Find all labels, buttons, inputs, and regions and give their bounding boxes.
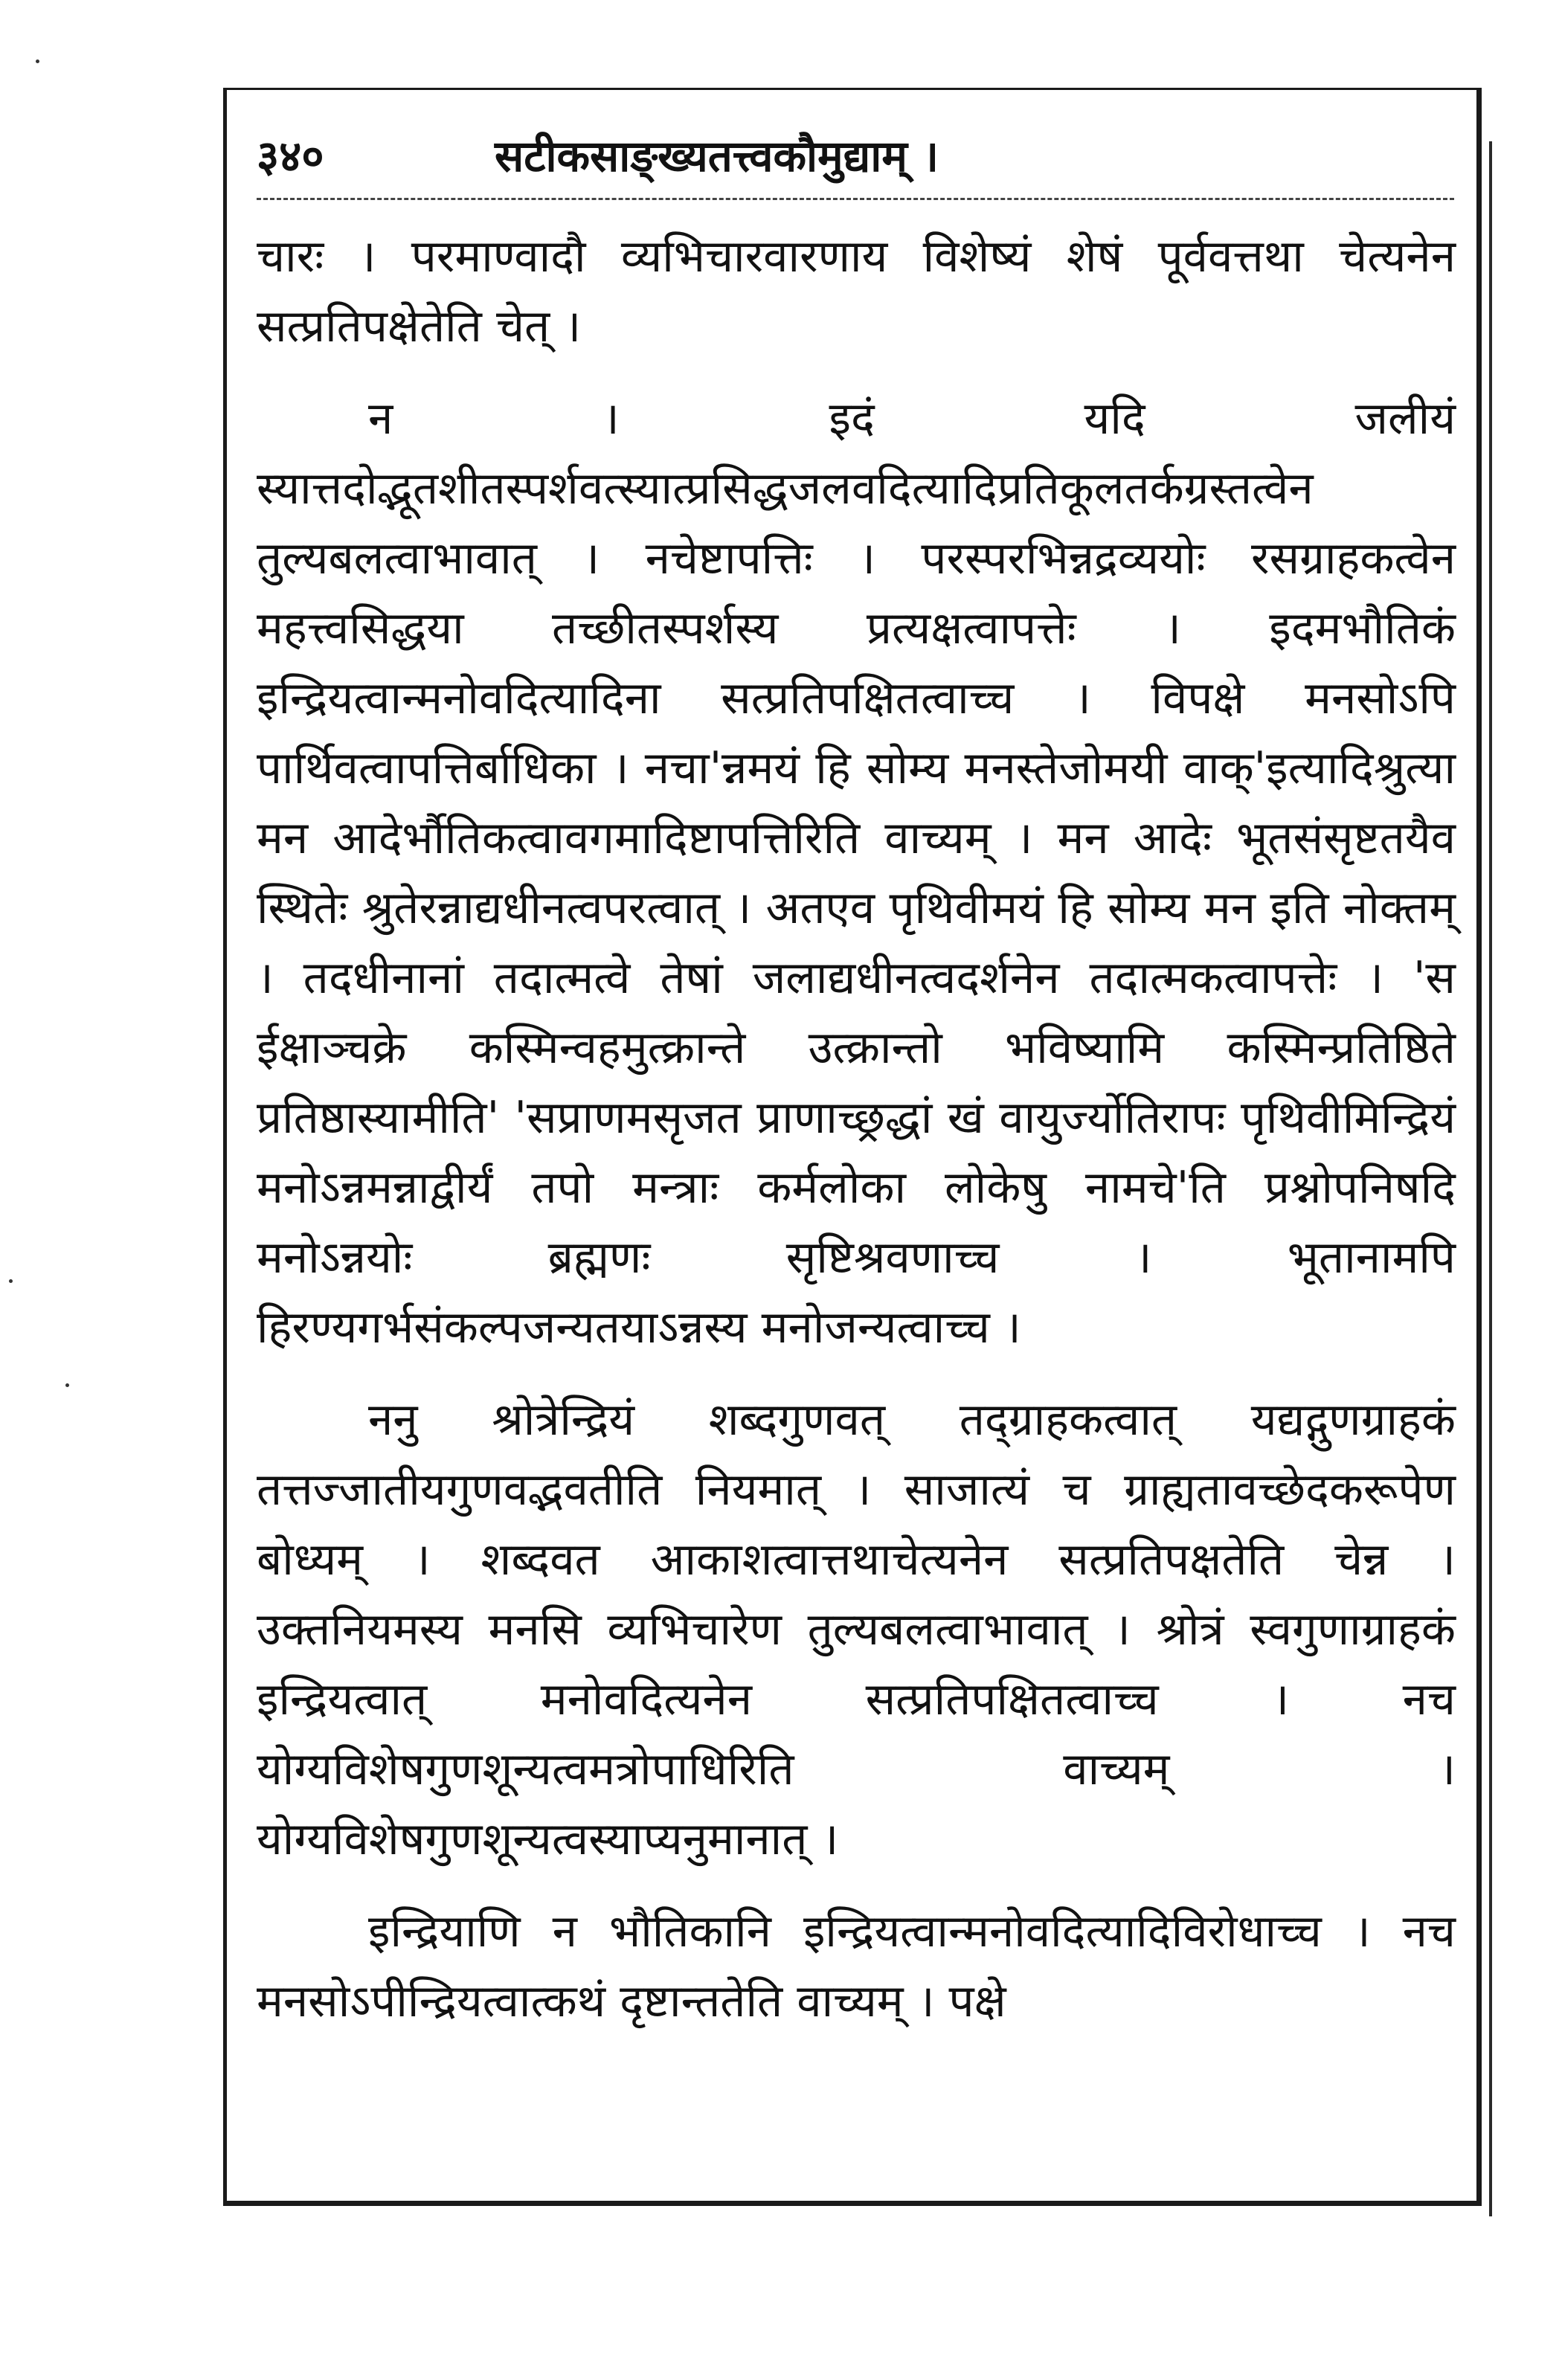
- paragraph-conclusion: इन्द्रियाणि न भौतिकानि इन्द्रियत्वान्मनोवदित्यादिविरोधाच्च । नच मनसोऽपीन्द्रियत्वात्कथं दृष्टान्ततेति वाच्यम् । पक्षे: [257, 1905, 1456, 2027]
- scan-speck: [9, 1279, 13, 1283]
- running-title: सटीकसाङ्ख्यतत्त्वकौमुद्याम् ।: [495, 131, 939, 181]
- page-header: [257, 119, 1417, 193]
- page-edge-shadow: [1489, 141, 1492, 2216]
- scan-speck: [65, 1383, 69, 1387]
- scan-speck: [36, 60, 39, 63]
- header-divider: [257, 198, 1454, 200]
- paragraph-continuation: चारः । परमाण्वादौ व्यभिचारवारणाय विशेष्यं शेषं पूर्ववत्तथा चेत्यनेन सत्प्रतिपक्षेतेति चेत् ।: [257, 231, 1456, 353]
- page-number: ३४०: [257, 131, 324, 181]
- main-text: [257, 222, 1456, 2036]
- paragraph-refutation: न । इदं यदि जलीयं स्यात्तदोद्भूतशीतस्पर्शवत्स्यात्प्रसिद्धजलवदित्यादिप्रतिकूलतर्कग्रस्तत्वेन तुल्यबलत्वाभावात् । नचेष्टापत्तिः । परस्परभिन्नद्रव्ययोः रसग्राहकत्वेन महत्त्वसिद्धया तच्छीतस्पर्शस्य प्रत्यक्षत्वापत्तेः । इदमभौतिकं इन्द्रियत्वान्मनोवदित्यादिना सत्प्रतिपक्षितत्वाच्च । विपक्षे मनसोऽपि पार्थिवत्वापत्तिर्बाधिका । नचा'न्नमयं हि सोम्य मनस्तेजोमयी वाक्'इत्यादिश्रुत्या मन आदेर्भौतिकत्वावगमादिष्टापत्तिरिति वाच्यम् । मन आदेः भूतसंसृष्टतयैव स्थितेः श्रुतेरन्नाद्यधीनत्वपरत्वात् । अतएव पृथिवीमयं हि सोम्य मन इति नोक्तम् । तदधीनानां तदात्मत्वे तेषां जलाद्यधीनत्वदर्शनेन तदात्मकत्वापत्तेः । 'स ईक्षाञ्चक्रे कस्मिन्वहमुत्क्रान्ते उत्क्रान्तो भविष्यामि कस्मिन्प्रतिष्ठिते प्रतिष्ठास्यामीति' 'सप्राणमसृजत प्राणाच्छ्रद्धां खं वायुर्ज्योतिरापः पृथिवीमिन्द्रियं मनोऽन्नमन्नाद्वीर्यं तपो मन्त्राः कर्मलोका लोकेषु नामचे'ति प्रश्नोपनिषदि मनोऽन्नयोः ब्रह्मणः सृष्टिश्रवणाच्च । भूतानामपि हिरण्यगर्भसंकल्पजन्यतयाऽन्नस्य मनोजन्यत्वाच्च ।: [257, 393, 1456, 1354]
- paragraph-objection-hearing: ननु श्रोत्रेन्द्रियं शब्दगुणवत् तद्ग्राहकत्वात् यद्यद्गुणग्राहकं तत्तज्जातीयगुणवद्भवतीति नियमात् । साजात्यं च ग्राह्यतावच्छेदकरूपेण बोध्यम् । शब्दवत आकाशत्वात्तथाचेत्यनेन सत्प्रतिपक्षतेति चेन्न । उक्तनियमस्य मनसि व्यभिचारेण तुल्यबलत्वाभावात् । श्रोत्रं स्वगुणाग्राहकं इन्द्रियत्वात् मनोवदित्यनेन सत्प्रतिपक्षितत्वाच्च । नच योग्यविशेषगुणशून्यत्वमत्रोपाधिरिति वाच्यम् । योग्यविशेषगुणशून्यत्वस्याप्यनुमानात् ।: [257, 1394, 1456, 1865]
